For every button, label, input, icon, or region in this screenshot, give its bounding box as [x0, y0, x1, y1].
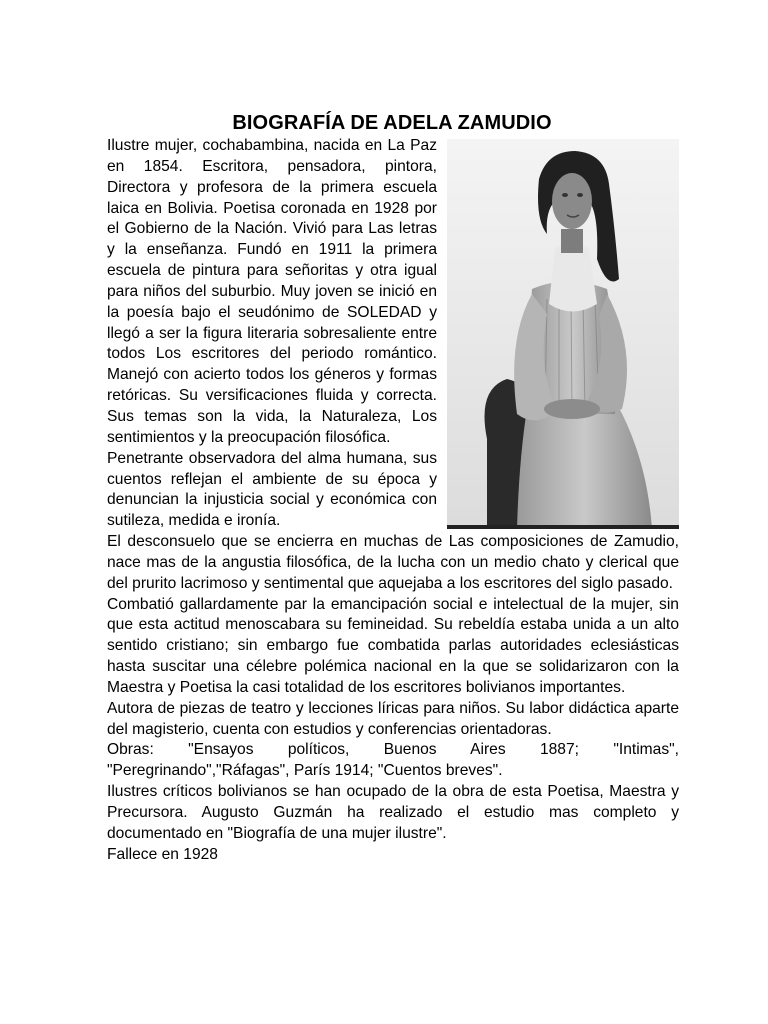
paragraph-fallece: Fallece en 1928	[107, 845, 218, 863]
paragraph-autora: Autora de piezas de teatro y lecciones líricas para niños. Su labor didáctica aparte del magisterio, cuenta con estudios y conferencias orientadoras.	[107, 699, 679, 738]
paragraph-intro: Ilustre mujer, cochabambina, nacida en La Paz en 1854. Escritora, pensadora, pintora, Directora y profesora de la primera escuela laica en Bolivia. Poetisa coronada en 1928 por el Gobierno de la Nación. Vivió para Las letras y la enseñanza. Fundó en 1911 la primera escuela de pintura para señoritas y otra igual para niños del suburbio. Muy joven se inició en la poesía bajo el seudónimo de SOLEDAD y llegó a ser la figura literaria sobresaliente entre todos Los escritores del periodo romántico. Manejó con acierto todos los géneros y formas retóricas. Su versificaciones fluida y correcta. Sus temas son la vida, la Naturaleza, Los sentimientos y la preocupación filosófica.	[107, 137, 437, 446]
document-body	[107, 136, 679, 866]
paragraph-emancipacion: Combatió gallardamente par la emancipación social e intelectual de la mujer, sin que esta actitud menoscabara su femineidad. Su rebeldía estaba unida a un alto sentido cristiano; sin embargo fue combatida parlas autoridades eclesiásticas hasta suscitar una célebre polémica nacional en la que se solidarizaron con la Maestra y Poetisa la casi totalidad de los escritores bolivianos importantes.	[107, 595, 679, 696]
paragraph-desconsuelo: El desconsuelo que se encierra en muchas de Las composiciones de Zamudio, nace mas de la angustia filosófica, de la lucha con un medio chato y clerical que del prurito lacrimoso y sentimental que aquejaba a los escritores del siglo pasado.	[107, 533, 679, 592]
paragraph-obras: Obras: "Ensayos políticos, Buenos Aires 1887; "Intimas", "Peregrinando","Ráfagas", París 1914; "Cuentos breves".	[107, 741, 679, 780]
paragraph-criticos: Ilustres críticos bolivianos se han ocupado de la obra de esta Poetisa, Maestra y Precursora. Augusto Guzmán ha realizado el estudio mas completo y documentado en "Biografía de una mujer ilustre".	[107, 783, 679, 842]
paragraph-observer: Penetrante observadora del alma humana, sus cuentos reflejan el ambiente de su época y denuncian la injusticia social y económica con sutileza, medida e ironía.	[107, 449, 437, 530]
document-title: BIOGRAFÍA DE ADELA ZAMUDIO	[232, 112, 552, 134]
portrait-photo	[447, 139, 679, 529]
portrait-photo-icon	[447, 139, 679, 529]
